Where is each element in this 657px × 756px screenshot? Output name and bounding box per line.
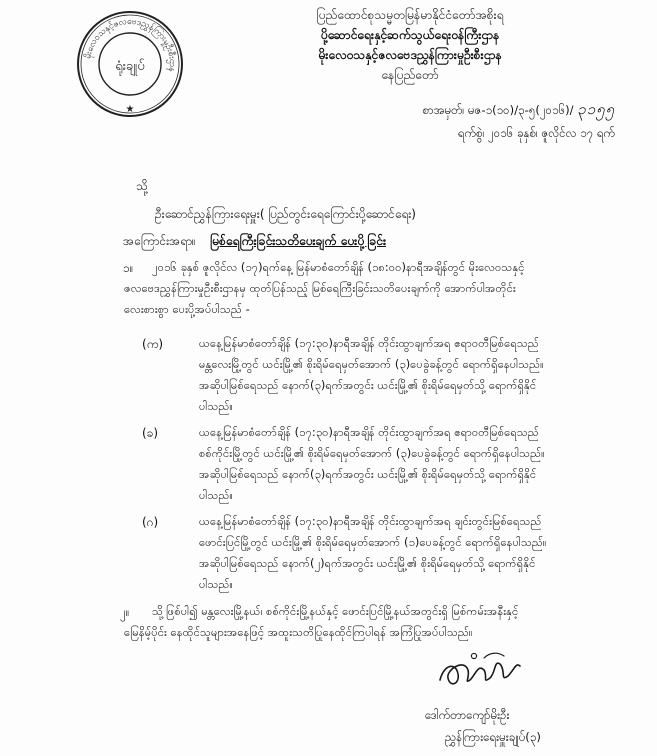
paragraph-2-number: ၂။ — [120, 605, 130, 619]
seal-ring-text: မိုးလေဝသနှင့်ဇလဗေဒညွှန်ကြားမှုဦးစီးဌာန — [83, 16, 178, 73]
item-ka-number: (က) — [142, 337, 164, 351]
paragraph-1-line: ၂၀၁၆ ခုနှစ် ဇူလိုင်လ (၁၇)ရက်နေ့ မြန်မာစံတော်ချိန် (၁၈:၀၀)နာရီအချိန်တွင် မိုးလေဝသနှင့် — [152, 260, 525, 274]
letter-date: ရက်စွဲ၊ ၂၀၁၆ ခုနှစ်၊ ဇူလိုင်လ ၁၇ ရက် — [457, 126, 615, 140]
item-ka-line: ယနေ့မြန်မာစံတော်ချိန် (၁၇:၃၀)နာရီအချိန် တိုင်းထွာချက်အရ ဧရာဝတီမြစ်ရေသည် — [199, 336, 539, 350]
item-kha-line: အဆိုပါမြစ်ရေသည် နောက်(၃)ရက်အတွင်း ယင်းမြို့၏ စိုးရိမ်ရေမှတ်သို့ ရောက်ရှိနိုင် — [199, 467, 537, 481]
item-ga-line: ယနေ့မြန်မာစံတော်ချိန် (၁၇:၃၀)နာရီအချိန် တိုင်းထွာချက်အရ ချင်းတွင်းမြစ်ရေသည် — [199, 514, 542, 528]
subject-label: အကြောင်းအရာ။ — [123, 234, 196, 248]
paragraph-1-number: ၁။ — [123, 261, 134, 275]
item-ka-line: မန္တလေးမြို့တွင် ယင်းမြို့၏ စိုးရိမ်ရေမှတ်အောက် (၃)ပေခွဲခန့်တွင် ရောက်ရှိနေပါသည်။ — [199, 357, 544, 371]
item-kha-line: ယနေ့မြန်မာစံတော်ချိန် (၁၇:၃၀)နာရီအချိန် တိုင်းထွာချက်အရ ဧရာဝတီမြစ်ရေသည် — [199, 425, 539, 439]
paragraph-2-line: မြေနိမ့်ပိုင်း နေထိုင်သူများအနေဖြင့် အထူးသတိပြုနေထိုင်ကြပါရန် အကြံပြုအပ်ပါသည်။ — [124, 625, 473, 639]
item-ga-line: အဆိုပါမြစ်ရေသည် နောက်(၂)ရက်အတွင်း ယင်းမြို့၏ စိုးရိမ်ရေမှတ်သို့ ရောက်ရှိနိုင် — [199, 556, 536, 570]
signatory-title: ညွှန်ကြားရေးမှူးချုပ်(၃) — [445, 730, 541, 744]
paragraph-1-line: ဇလဗေဒညွှန်ကြားမှုဦးစီးဌာနမှ ထုတ်ပြန်သည့် မြစ်ရေကြီးခြင်းသတိပေးချက်ကို အောက်ပါအတိုင်း — [124, 281, 516, 295]
to-label: သို့ — [136, 179, 148, 193]
item-kha-line: စစ်ကိုင်းမြို့တွင် ယင်းမြို့၏ စိုးရိမ်ရေမှတ်အောက် (၃)ပေခွဲခန့်တွင် ရောက်ရှိနေပါသည်။ — [199, 446, 545, 460]
item-ga-line: ပါသည်။ — [199, 577, 233, 591]
item-ka — [199, 333, 629, 417]
item-kha-number: (ခ) — [142, 426, 159, 440]
subject-title: မြစ်ရေကြီးခြင်းသတိပေးချက် ပေးပို့ခြင်း — [210, 234, 387, 248]
item-kha-line: ပါသည်။ — [199, 488, 233, 502]
item-ka-line: အဆိုပါမြစ်ရေသည် နောက်(၃)ရက်အတွင်း ယင်းမြို့၏ စိုးရိမ်ရေမှတ်သို့ ရောက်ရှိနိုင် — [199, 378, 537, 392]
letter-number-text: စာအမှတ်၊ မဇ-၁(၁၀)/၃-၅(၂၀၁၆)/ — [422, 103, 574, 117]
header-ministry: ပို့ဆောင်ရေးနှင့်ဆက်သွယ်ရေးဝန်ကြီးဌာန — [320, 28, 500, 42]
paragraph-2 — [124, 601, 628, 643]
addressee: ဦးဆောင်ညွှန်ကြားရေးမှူး( ပြည်တွင်းရေကြောင်းပို့ဆောင်ရေး) — [155, 207, 416, 221]
header-department: မိုးလေဝသနှင့်ဇလဗေဒညွှန်ကြားမှုဦးစီးဌာန — [318, 48, 502, 62]
paragraph-1-line: လေးစားစွာ ပေးပို့အပ်ပါသည် - — [124, 302, 250, 316]
item-kha — [199, 422, 629, 506]
seal-center-text: ရုံးချုပ် — [115, 59, 145, 74]
signatory-name: ဒေါက်တာကျော်မိုးဦး — [425, 708, 510, 722]
paragraph-2-line: သို့ဖြစ်ပါ၍ မန္တလေးမြို့နယ်၊ စစ်ကိုင်းမြို့နယ်နှင့် ဖောင်းပြင်မြို့နယ်အတွင်းရှိ မြစ်ကမ်းအနီးနှင့် — [152, 604, 519, 618]
item-ga — [199, 511, 629, 595]
letter-number — [423, 100, 615, 122]
item-ka-line: ပါသည်။ — [199, 399, 233, 413]
seal-star-icon: ★ — [125, 104, 135, 115]
handwritten-signature — [434, 644, 524, 694]
letter-number-handwritten: ၃၁၅၅ — [577, 100, 615, 118]
item-ga-number: (ဂ) — [142, 515, 159, 529]
header-government: ပြည်ထောင်စုသမ္မတမြန်မာနိုင်ငံတော်အစိုးရ — [316, 8, 504, 22]
header-location: နေပြည်တော် — [381, 68, 439, 82]
item-ga-line: ဖောင်းပြင်မြို့တွင် ယင်းမြို့၏ စိုးရိမ်ရေမှတ်အောက် (၁)ပေခန့်တွင် ရောက်ရှိနေပါသည်။ — [199, 535, 547, 549]
department-seal — [74, 8, 186, 120]
paragraph-1 — [124, 257, 628, 320]
